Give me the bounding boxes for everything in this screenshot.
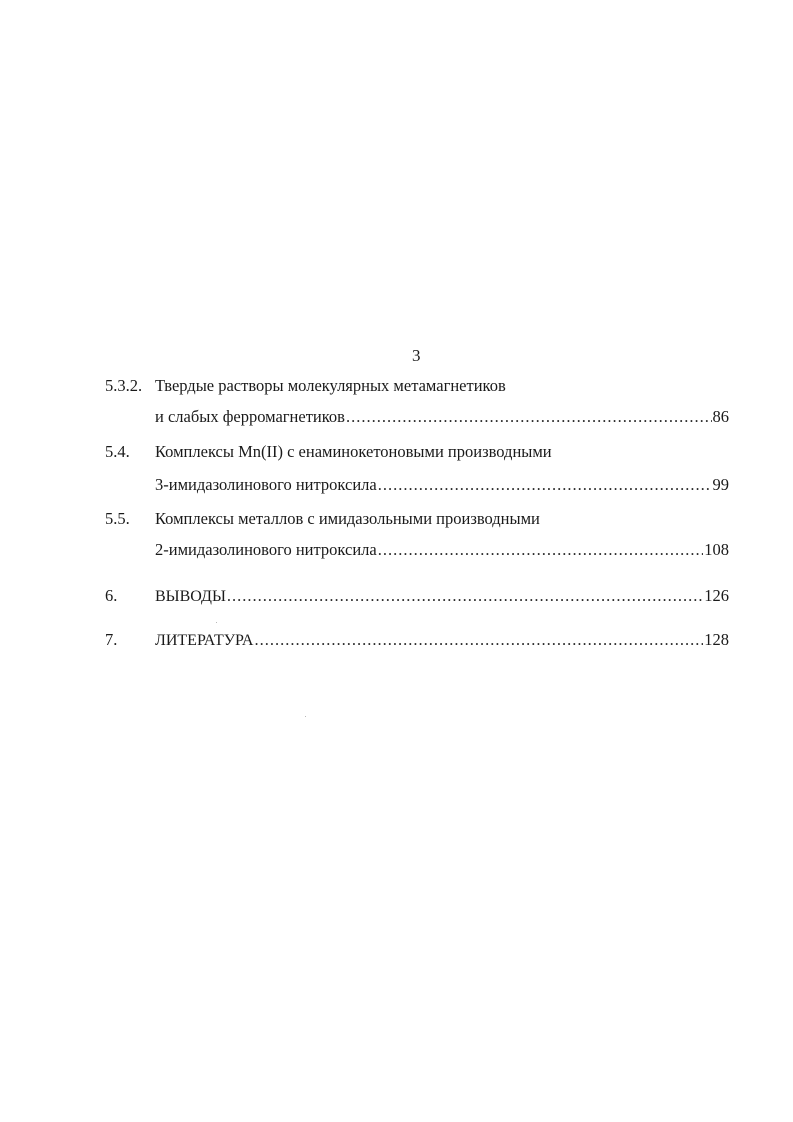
toc-entry-title-line2: [155, 406, 729, 428]
toc-entry-title-line1: [155, 441, 552, 463]
dot-leader: [227, 585, 703, 607]
toc-entry-page: 99: [712, 475, 729, 494]
dot-leader: [378, 474, 712, 496]
toc-entry-number: 6.: [105, 586, 118, 605]
toc-entry-number: 5.4.: [105, 442, 130, 461]
dot-leader: [378, 539, 704, 561]
toc-entry-number: 5.3.2.: [105, 376, 143, 395]
toc-entry-number: 5.5.: [105, 509, 130, 528]
toc-entry-page: 126: [704, 586, 729, 605]
toc-entry-title: Комплексы Mn(II) с енаминокетоновыми производными: [155, 442, 552, 461]
dot-leader: [346, 406, 712, 428]
toc-entry-title: Твердые растворы молекулярных метамагнетиков: [155, 376, 506, 395]
toc-entry-title: ЛИТЕРАТУРА: [155, 632, 254, 649]
toc-entry-title-line1: [155, 508, 540, 530]
scan-speck: [305, 716, 306, 717]
toc-entry-title-line2: [155, 474, 729, 496]
toc-entry-page: 128: [704, 630, 729, 649]
dot-leader: [254, 629, 703, 651]
toc-entry-title-line1: [155, 375, 506, 397]
toc-entry-title: 3-имидазолинового нитроксила: [155, 475, 377, 494]
toc-entry-line: [155, 585, 729, 608]
toc-entry-number: 7.: [105, 630, 118, 649]
toc-entry-title-line2: [155, 539, 729, 561]
toc-entry-page: 108: [704, 540, 729, 559]
toc-entry-title: ВЫВОДЫ: [155, 588, 226, 605]
scan-speck: [216, 622, 217, 623]
toc-entry-title: и слабых ферромагнетиков: [155, 407, 345, 426]
page-number: 3: [412, 346, 421, 365]
toc-entry-title: Комплексы металлов с имидазольными производными: [155, 509, 540, 528]
toc-entry-title: 2-имидазолинового нитроксила: [155, 540, 377, 559]
toc-entry-line: [155, 629, 729, 652]
toc-entry-page: 86: [712, 407, 729, 426]
